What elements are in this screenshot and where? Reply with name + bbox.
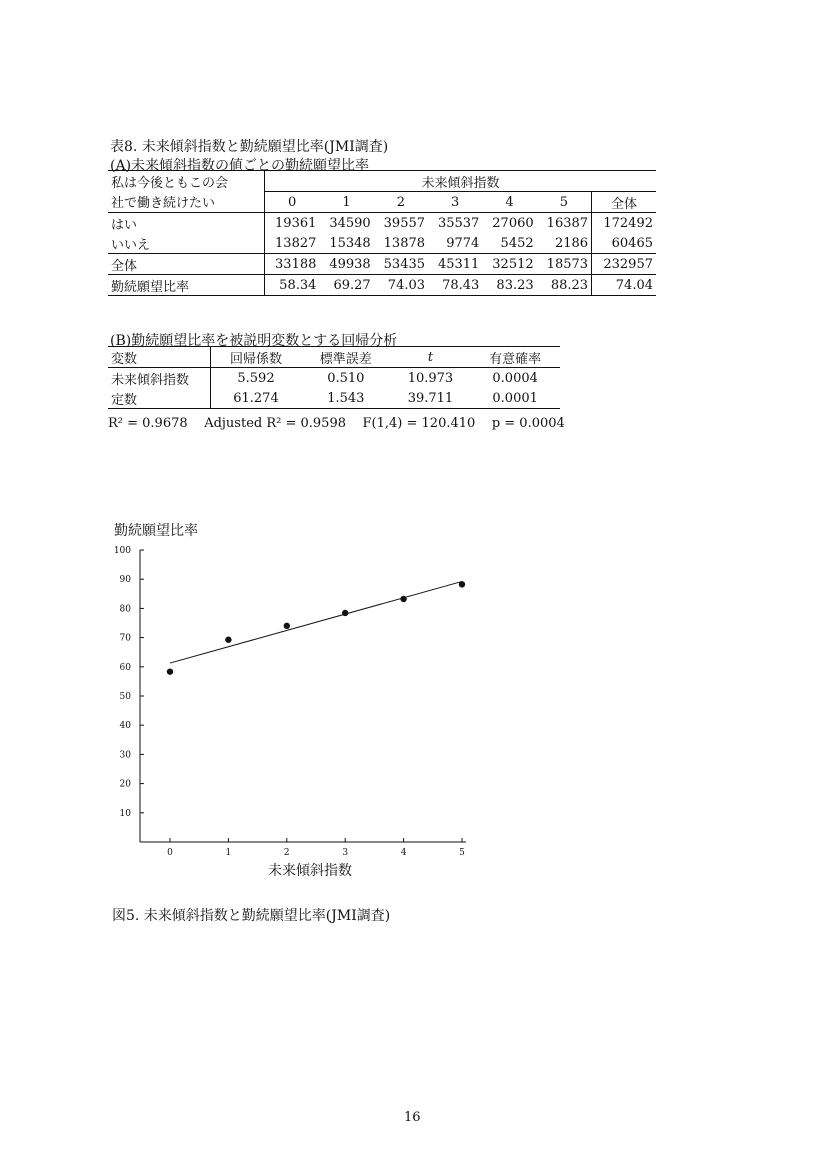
table-row bbox=[108, 388, 560, 409]
row-label: いいえ bbox=[108, 233, 265, 254]
x-tick-label: 5 bbox=[459, 848, 465, 858]
y-tick-label: 40 bbox=[119, 721, 131, 732]
row-header-line2: 社で働き続けたい bbox=[108, 192, 265, 213]
p-stat: p = 0.0004 bbox=[491, 416, 565, 431]
cell: 13827 bbox=[275, 235, 317, 251]
cell: 35537 bbox=[428, 213, 482, 234]
col-header-total: 全体 bbox=[592, 192, 656, 213]
cell-total: 60465 bbox=[592, 233, 656, 254]
cell: 39557 bbox=[374, 213, 428, 234]
col-header: 3 bbox=[451, 194, 460, 210]
col-header: 5 bbox=[559, 194, 568, 210]
col-header: 1 bbox=[342, 194, 351, 210]
cell: 58.34 bbox=[265, 275, 320, 296]
r2-stat: R² = 0.9678 bbox=[108, 416, 188, 431]
cell: 1.543 bbox=[301, 388, 391, 409]
chart-xticks bbox=[167, 838, 465, 858]
cell: 0.510 bbox=[327, 370, 365, 386]
table-row bbox=[108, 233, 656, 254]
data-point bbox=[342, 610, 348, 616]
col-header: 2 bbox=[396, 194, 405, 210]
cell: 15348 bbox=[329, 235, 371, 251]
regression-line bbox=[170, 581, 462, 663]
data-point bbox=[225, 637, 231, 643]
cell: 33188 bbox=[265, 254, 320, 275]
cell: 83.23 bbox=[482, 275, 536, 296]
cell-total: 172492 bbox=[592, 213, 656, 234]
x-tick-label: 3 bbox=[342, 848, 349, 858]
cell: 2186 bbox=[554, 235, 589, 251]
x-tick-label: 1 bbox=[225, 848, 232, 858]
y-tick-label: 60 bbox=[119, 662, 131, 673]
cell-total: 232957 bbox=[592, 254, 656, 275]
cell: 9774 bbox=[446, 235, 480, 251]
scatter-chart bbox=[100, 538, 490, 858]
data-point bbox=[459, 581, 465, 587]
x-tick-label: 2 bbox=[283, 848, 290, 858]
col-header: 0 bbox=[288, 194, 297, 210]
cell: 5452 bbox=[500, 235, 534, 251]
cell: 88.23 bbox=[537, 275, 592, 296]
col-header: 有意確率 bbox=[470, 347, 560, 368]
chart-xlabel: 未来傾斜指数 bbox=[268, 863, 352, 879]
table-row bbox=[108, 213, 656, 234]
table-a bbox=[108, 170, 656, 296]
table-a-caption: 表8. 未来傾斜指数と勤続願望比率(JMI調査) bbox=[110, 139, 389, 155]
table-b bbox=[108, 346, 560, 409]
table-row bbox=[108, 275, 656, 296]
page-number: 16 bbox=[404, 1110, 421, 1125]
table-row bbox=[108, 254, 656, 275]
chart-ylabel: 勤続願望比率 bbox=[114, 523, 198, 539]
cell: 0.0004 bbox=[492, 370, 538, 386]
adj-r2-stat: Adjusted R² = 0.9598 bbox=[204, 416, 346, 431]
cell: 5.592 bbox=[237, 370, 275, 386]
row-label: はい bbox=[108, 213, 265, 234]
cell: 74.03 bbox=[374, 275, 428, 296]
y-tick-label: 20 bbox=[119, 779, 131, 790]
cell: 78.43 bbox=[428, 275, 482, 296]
cell: 53435 bbox=[374, 254, 428, 275]
table-row bbox=[108, 368, 560, 389]
cell: 34590 bbox=[319, 213, 373, 234]
cell: 10.973 bbox=[407, 370, 454, 386]
data-point bbox=[167, 668, 173, 674]
data-point bbox=[400, 596, 406, 602]
y-tick-label: 10 bbox=[119, 808, 131, 819]
table-b-subcaption: (B)勤続願望比率を被説明変数とする回帰分析 bbox=[110, 333, 398, 349]
cell: 18573 bbox=[537, 254, 592, 275]
y-tick-label: 50 bbox=[119, 692, 131, 702]
col-header: t bbox=[391, 347, 471, 368]
y-tick-label: 30 bbox=[119, 750, 131, 761]
regression-stats bbox=[108, 416, 565, 431]
y-tick-label: 90 bbox=[119, 575, 131, 586]
y-tick-label: 100 bbox=[113, 546, 131, 556]
cell: 39.711 bbox=[391, 388, 471, 409]
cell: 13878 bbox=[383, 235, 426, 251]
cell: 61.274 bbox=[211, 388, 301, 409]
cell: 45311 bbox=[428, 254, 482, 275]
cell: 32512 bbox=[482, 254, 536, 275]
row-label: 全体 bbox=[108, 254, 265, 275]
cell: 19361 bbox=[265, 213, 320, 234]
row-label: 未来傾斜指数 bbox=[108, 368, 211, 389]
cell: 27060 bbox=[482, 213, 536, 234]
col-header: 変数 bbox=[108, 347, 211, 368]
col-header: 標準誤差 bbox=[301, 347, 391, 368]
data-point bbox=[284, 623, 290, 629]
row-label: 勤続願望比率 bbox=[108, 275, 265, 296]
x-tick-label: 0 bbox=[167, 848, 173, 858]
y-tick-label: 80 bbox=[119, 604, 131, 615]
cell-total: 74.04 bbox=[592, 275, 656, 296]
f-stat: F(1,4) = 120.410 bbox=[362, 416, 476, 431]
cell: 16387 bbox=[537, 213, 592, 234]
x-tick-label: 4 bbox=[400, 848, 407, 858]
row-label: 定数 bbox=[108, 388, 211, 409]
col-header: 回帰係数 bbox=[211, 347, 301, 368]
chart-points bbox=[167, 581, 465, 675]
cell: 69.27 bbox=[319, 275, 373, 296]
figure-caption: 図5. 未来傾斜指数と勤続願望比率(JMI調査) bbox=[112, 908, 391, 924]
cell: 49938 bbox=[319, 254, 373, 275]
table-a-subcaption: (A)未来傾斜指数の値ごとの勤続願望比率 bbox=[110, 158, 370, 174]
cell: 0.0001 bbox=[470, 388, 560, 409]
y-tick-label: 70 bbox=[119, 633, 131, 644]
col-header: 4 bbox=[505, 194, 514, 210]
chart-yticks bbox=[114, 546, 144, 819]
chart-fit bbox=[170, 581, 462, 663]
group-header: 未来傾斜指数 bbox=[265, 171, 657, 192]
row-header-line1: 私は今後ともこの会 bbox=[108, 171, 265, 192]
